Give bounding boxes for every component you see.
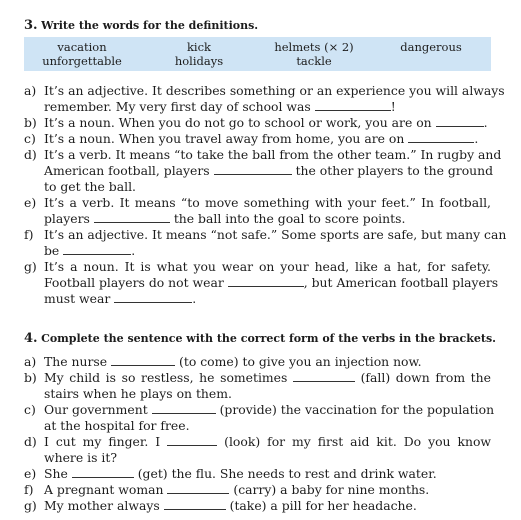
- item-text: Our government: [44, 402, 148, 417]
- definition-item: [24, 131, 491, 147]
- item-label: a): [24, 83, 37, 98]
- word-bank-item: vacation: [57, 40, 107, 54]
- exercise-3-instruction: Write the words for the definitions.: [41, 19, 259, 32]
- word-bank: [24, 37, 491, 71]
- item-label: c): [24, 131, 36, 146]
- exercise-4-number: 4.: [24, 331, 38, 346]
- answer-blank[interactable]: [72, 466, 134, 478]
- item-text: players: [44, 210, 90, 226]
- item-text: It’s a noun. When you do not go to school or work, you are on: [44, 115, 432, 130]
- definition-item: [24, 83, 505, 115]
- item-text: remember. My very first day of school was: [44, 98, 311, 114]
- item-text: Football players do not wear: [44, 274, 224, 290]
- item-text: It’s a noun. It is what you wear on your head, like a hat, for safety.: [44, 259, 491, 274]
- answer-blank[interactable]: [315, 99, 391, 111]
- item-text: It’s a noun. When you travel away from home, you are on: [44, 131, 405, 146]
- sentence-item: [24, 466, 491, 482]
- item-text: (to come) to give you an injection now.: [179, 354, 422, 369]
- definition-item: [24, 147, 502, 194]
- item-text: .: [474, 131, 479, 146]
- item-text: be: [44, 242, 60, 258]
- item-text: A pregnant woman: [44, 482, 164, 497]
- item-text: It’s a verb. It means “to move something with your feet.” In football,: [44, 195, 491, 210]
- answer-blank[interactable]: [94, 211, 170, 223]
- item-text: American football, players: [44, 162, 210, 178]
- answer-blank[interactable]: [152, 402, 216, 414]
- item-text: It’s an adjective. It means “not safe.” Some sports are safe, but many can: [44, 227, 507, 242]
- answer-blank[interactable]: [167, 434, 217, 446]
- item-label: b): [24, 370, 37, 385]
- item-text: !: [390, 98, 396, 114]
- item-text: (fall) down from the: [360, 370, 491, 385]
- item-label: d): [24, 434, 37, 449]
- word-bank-item: holidays: [174, 54, 224, 68]
- answer-blank[interactable]: [114, 291, 192, 303]
- item-label: f): [24, 482, 34, 497]
- item-label: c): [24, 402, 36, 417]
- item-text: stairs when he plays on them.: [44, 385, 232, 401]
- sentence-item: [24, 434, 491, 466]
- item-text: .: [131, 242, 136, 258]
- item-text: .: [483, 115, 488, 130]
- sentence-item: [24, 354, 491, 370]
- item-label: f): [24, 227, 34, 242]
- item-text: , but American football players: [303, 274, 499, 290]
- item-label: b): [24, 115, 37, 130]
- definition-item: [24, 259, 499, 306]
- item-text: I cut my finger. I: [44, 434, 161, 449]
- exercise-3-title: [24, 18, 258, 33]
- item-label: d): [24, 147, 37, 162]
- item-text: .: [192, 290, 197, 306]
- sentence-item: [24, 370, 491, 402]
- word-bank-item: tackle: [296, 54, 332, 68]
- item-text: The nurse: [44, 354, 108, 369]
- item-text: (take) a pill for her headache.: [229, 498, 417, 513]
- item-text: must wear: [44, 290, 111, 306]
- answer-blank[interactable]: [436, 115, 484, 127]
- item-text: (carry) a baby for nine months.: [233, 482, 430, 497]
- definition-item: [24, 115, 491, 131]
- item-text: (look) for my first aid kit. Do you know: [224, 434, 492, 449]
- answer-blank[interactable]: [228, 275, 304, 287]
- item-text: the other players to the ground: [295, 162, 494, 178]
- answer-blank[interactable]: [111, 354, 175, 366]
- item-text: It’s an adjective. It describes something or an experience you will always: [44, 83, 505, 98]
- answer-blank[interactable]: [214, 163, 292, 175]
- item-text: where is it?: [44, 449, 117, 465]
- sentence-item: [24, 482, 491, 498]
- word-bank-item: helmets (× 2): [274, 40, 354, 54]
- answer-blank[interactable]: [164, 498, 226, 510]
- item-text: My child is so restless, he sometimes: [44, 370, 288, 385]
- item-label: a): [24, 354, 37, 369]
- answer-blank[interactable]: [63, 243, 131, 255]
- word-bank-item: kick: [186, 40, 212, 54]
- definition-item: [24, 195, 491, 227]
- item-text: to get the ball.: [44, 178, 136, 194]
- exercise-4-instruction: Complete the sentence with the correct form of the verbs in the brackets.: [41, 332, 496, 345]
- item-label: g): [24, 259, 37, 274]
- sentence-item: [24, 402, 495, 434]
- item-label: g): [24, 498, 37, 513]
- item-text: (get) the flu. She needs to rest and drink water.: [137, 466, 437, 481]
- answer-blank[interactable]: [408, 131, 474, 143]
- item-text: at the hospital for free.: [44, 417, 190, 433]
- sentence-item: [24, 498, 491, 514]
- item-text: the ball into the goal to score points.: [173, 210, 406, 226]
- answer-blank[interactable]: [167, 482, 229, 494]
- item-text: She: [44, 466, 68, 481]
- exercise-4-title: [24, 331, 496, 346]
- item-label: e): [24, 195, 37, 210]
- exercise-3-number: 3.: [24, 18, 38, 33]
- word-bank-item: unforgettable: [42, 54, 122, 68]
- item-text: My mother always: [44, 498, 160, 513]
- word-bank-item: dangerous: [400, 40, 462, 54]
- item-text: (provide) the vaccination for the population: [219, 402, 495, 417]
- item-text: It’s a verb. It means “to take the ball from the other team.” In rugby and: [44, 147, 502, 162]
- item-label: e): [24, 466, 37, 481]
- definition-item: [24, 227, 507, 259]
- answer-blank[interactable]: [293, 370, 355, 382]
